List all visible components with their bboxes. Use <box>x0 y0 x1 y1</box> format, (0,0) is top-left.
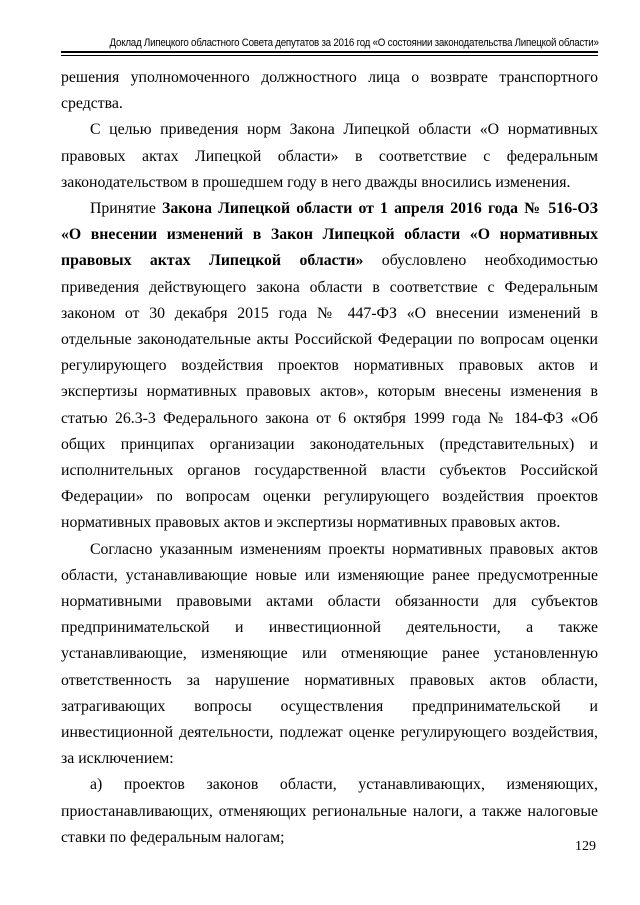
paragraph-lead: Принятие <box>90 200 162 218</box>
running-header: Доклад Липецкого областного Совета депутатов за 2016 год «О состоянии законодательства Липецкой области» <box>109 37 599 49</box>
law-title: Закона Липецкой области от 1 апреля 2016 года № 516-ОЗ «О внесении изменений в Закон Липецкой области «О нормативных правовых актах Липецкой области» <box>61 200 598 270</box>
paragraph-continuation: решения уполномоченного должностного лица о возврате транспортного средства. <box>61 69 598 113</box>
paragraph-rest: обусловлено необходимостью приведения действующего закона области в соответствие с Федеральным законом от 30 декабря 2015 года № 447-ФЗ «О внесении изменений в отдельные законодательные акты Российской Федерации по вопросам оценки регулирующего воздействия проектов нормативных правовых актов и экспертизы нормативных правовых актов», которым внесены изменения в статью 26.3-3 Федерального закона от 6 октября 1999 года № 184-ФЗ «Об общих принципах организации законодательных (представительных) и исполнительных органов государственной власти субъектов Российской Федерации» по вопросам оценки регулирующего воздействия проектов нормативных правовых актов и экспертизы нормативных правовых актов. <box>61 252 598 532</box>
paragraph-amendments: С целью приведения норм Закона Липецкой области «О нормативных правовых актах Липецкой области» в соответствие с федеральным законодательством в прошедшем году в него дважды вносились изменения. <box>61 121 598 191</box>
paragraph-changes: Согласно указанным изменениям проекты нормативных правовых актов области, устанавливающие новые или изменяющие ранее предусмотренные нормативными правовыми актами области обязанности для субъектов предпринимательской и инвестиционной деятельности, а также устанавливающие, изменяющие или отменяющие ранее установленную ответственность за нарушение нормативных правовых актов области, затрагивающих вопросы осуществления предпринимательской и инвестиционной деятельности, подлежат оценке регулирующего воздействия, за исключением: <box>61 540 598 768</box>
document-body <box>61 65 598 851</box>
paragraph-law-adoption <box>61 196 598 537</box>
header-rule <box>61 51 598 53</box>
header-rule-secondary <box>61 55 598 56</box>
page-number: 129 <box>575 839 596 854</box>
list-item-a: а) проектов законов области, устанавливающих, изменяющих, приостанавливающих, отменяющих региональные налоги, а также налоговые ставки по федеральным налогам; <box>61 776 598 846</box>
